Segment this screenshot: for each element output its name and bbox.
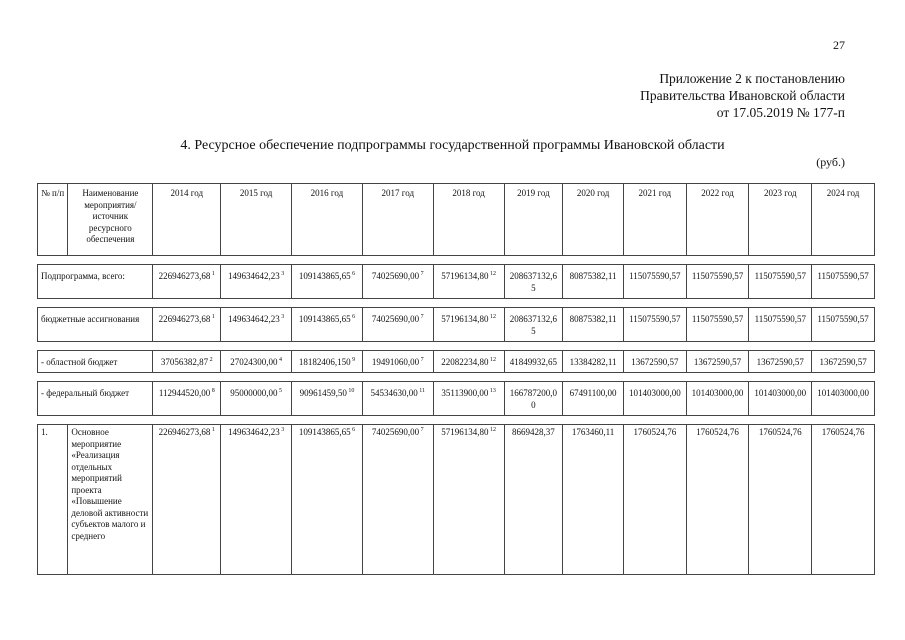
footnote-marker: 5 <box>277 388 282 394</box>
cell-value: 57196134,80 <box>441 427 489 437</box>
document-title: 4. Ресурсное обеспечение подпрограммы государственной программы Ивановской области <box>180 138 725 153</box>
value-cell <box>153 382 221 416</box>
cell-value: 115075590,57 <box>629 271 681 281</box>
value-cell <box>362 382 433 416</box>
footnote-marker: 7 <box>419 271 424 277</box>
cell-value: 101403000,00 <box>628 388 681 398</box>
footnote-marker: 3 <box>279 271 285 277</box>
spacer-cell <box>504 256 563 265</box>
value-cell <box>749 351 812 373</box>
cell-value: 115075590,57 <box>629 314 681 324</box>
footnote-marker: 10 <box>346 388 355 394</box>
footnote-marker: 12 <box>488 314 496 320</box>
footnote-marker: 6 <box>350 427 356 433</box>
spacer-cell <box>38 373 68 382</box>
spacer-cell <box>749 373 812 382</box>
footnote-marker: 1 <box>210 271 215 277</box>
spacer-cell <box>563 299 624 308</box>
spacer-cell <box>812 256 875 265</box>
spacer-cell <box>68 256 153 265</box>
value-cell <box>812 425 875 575</box>
cell-value: 149634642,23 <box>227 271 280 281</box>
value-cell <box>504 425 563 575</box>
cell-value: 1760524,76 <box>821 427 865 437</box>
spacer-cell <box>221 299 292 308</box>
cell-value: 115075590,57 <box>754 271 806 281</box>
cell-value: 208637132,65 <box>509 271 558 293</box>
column-header: 2015 год <box>221 184 292 256</box>
value-cell <box>153 308 221 342</box>
spacer-cell <box>221 416 292 425</box>
cell-value: 13672590,57 <box>756 357 804 367</box>
spacer-cell <box>362 373 433 382</box>
value-cell <box>686 351 749 373</box>
value-cell <box>292 382 363 416</box>
spacer-cell <box>38 299 68 308</box>
column-header: Наименование мероприятия/ источник ресурсного обеспечения <box>68 184 153 256</box>
footnote-marker: 11 <box>417 388 426 394</box>
cell-value: 226946273,68 <box>158 427 211 437</box>
spacer-cell <box>292 256 363 265</box>
spacer-cell <box>292 342 363 351</box>
row-spacer <box>38 416 875 425</box>
value-cell <box>433 425 504 575</box>
spacer-cell <box>433 416 504 425</box>
value-cell <box>433 351 504 373</box>
table-header-row <box>38 184 875 256</box>
spacer-cell <box>563 342 624 351</box>
cell-value: 115075590,57 <box>817 271 869 281</box>
value-cell <box>292 425 363 575</box>
footnote-marker: 6 <box>350 314 356 320</box>
footnote-marker: 1 <box>210 314 215 320</box>
appendix-line-2: Правительства Ивановской области <box>640 88 845 103</box>
column-header: 2017 год <box>362 184 433 256</box>
row-spacer <box>38 373 875 382</box>
table-row <box>38 382 875 416</box>
spacer-cell <box>362 342 433 351</box>
cell-value: 37056382,87 <box>160 357 209 367</box>
spacer-cell <box>153 342 221 351</box>
spacer-cell <box>433 299 504 308</box>
cell-value: 149634642,23 <box>227 427 280 437</box>
value-cell <box>563 308 624 342</box>
cell-value: 109143865,65 <box>298 314 351 324</box>
row-label: - областной бюджет <box>38 351 153 373</box>
appendix-header <box>640 70 845 121</box>
value-cell <box>362 425 433 575</box>
footnote-marker: 12 <box>488 271 496 277</box>
value-cell <box>221 351 292 373</box>
spacer-cell <box>504 342 563 351</box>
value-cell <box>433 382 504 416</box>
spacer-cell <box>504 299 563 308</box>
spacer-cell <box>623 416 686 425</box>
cell-value: 109143865,65 <box>298 271 351 281</box>
value-cell <box>362 265 433 299</box>
table-row <box>38 425 875 575</box>
row-label: Основное мероприятие «Реализация отдельных мероприятий проекта «Повышение деловой активности субъектов малого и среднего <box>68 425 153 575</box>
spacer-cell <box>362 256 433 265</box>
value-cell <box>749 382 812 416</box>
spacer-cell <box>812 373 875 382</box>
footnote-marker: 2 <box>208 357 213 363</box>
column-header: 2018 год <box>433 184 504 256</box>
value-cell <box>292 351 363 373</box>
row-spacer <box>38 256 875 265</box>
spacer-cell <box>812 416 875 425</box>
footnote-marker: 7 <box>419 314 424 320</box>
column-header: 2021 год <box>623 184 686 256</box>
cell-value: 109143865,65 <box>298 427 351 437</box>
footnote-marker: 7 <box>419 357 424 363</box>
spacer-cell <box>433 256 504 265</box>
spacer-cell <box>563 373 624 382</box>
value-cell <box>292 308 363 342</box>
value-cell <box>504 351 563 373</box>
cell-value: 166787200,00 <box>509 388 558 410</box>
spacer-cell <box>686 299 749 308</box>
spacer-cell <box>504 373 563 382</box>
spacer-cell <box>153 416 221 425</box>
cell-value: 41849932,65 <box>509 357 558 367</box>
table-row <box>38 265 875 299</box>
cell-value: 67491100,00 <box>569 388 617 398</box>
column-header: 2014 год <box>153 184 221 256</box>
cell-value: 19491060,00 <box>371 357 420 367</box>
cell-value: 101403000,00 <box>691 388 744 398</box>
cell-value: 80875382,11 <box>569 271 617 281</box>
spacer-cell <box>292 299 363 308</box>
cell-value: 74025690,00 <box>371 271 420 281</box>
resource-table <box>37 183 875 575</box>
cell-value: 80875382,11 <box>569 314 617 324</box>
column-header: № п/п <box>38 184 68 256</box>
column-header: 2019 год <box>504 184 563 256</box>
value-cell <box>812 265 875 299</box>
value-cell <box>221 425 292 575</box>
spacer-cell <box>38 342 68 351</box>
footnote-marker: 3 <box>279 427 285 433</box>
spacer-cell <box>38 256 68 265</box>
footnote-marker: 12 <box>488 357 496 363</box>
value-cell <box>623 265 686 299</box>
cell-value: 57196134,80 <box>441 271 489 281</box>
spacer-cell <box>623 256 686 265</box>
footnote-marker: 7 <box>419 427 424 433</box>
spacer-cell <box>563 256 624 265</box>
spacer-cell <box>68 342 153 351</box>
value-cell <box>563 265 624 299</box>
value-cell <box>812 351 875 373</box>
cell-value: 8669428,37 <box>512 427 555 437</box>
cell-value: 95000000,00 <box>230 388 278 398</box>
cell-value: 226946273,68 <box>158 271 211 281</box>
cell-value: 35113900,00 <box>441 388 489 398</box>
currency-unit: (руб.) <box>816 155 845 169</box>
value-cell <box>812 382 875 416</box>
cell-value: 1760524,76 <box>758 427 802 437</box>
value-cell <box>686 308 749 342</box>
column-header: 2023 год <box>749 184 812 256</box>
cell-value: 115075590,57 <box>754 314 806 324</box>
spacer-cell <box>623 373 686 382</box>
row-label: бюджетные ассигнования <box>38 308 153 342</box>
spacer-cell <box>68 373 153 382</box>
cell-value: 13672590,57 <box>693 357 742 367</box>
cell-value: 74025690,00 <box>371 314 420 324</box>
spacer-cell <box>563 416 624 425</box>
footnote-marker: 3 <box>279 314 285 320</box>
spacer-cell <box>749 299 812 308</box>
spacer-cell <box>812 342 875 351</box>
row-number: 1. <box>38 425 68 575</box>
footnote-marker: 6 <box>350 271 356 277</box>
page-number: 27 <box>833 38 845 52</box>
spacer-cell <box>623 299 686 308</box>
value-cell <box>153 425 221 575</box>
row-label: - федеральный бюджет <box>38 382 153 416</box>
footnote-marker: 1 <box>210 427 215 433</box>
spacer-cell <box>362 416 433 425</box>
spacer-cell <box>362 299 433 308</box>
spacer-cell <box>221 373 292 382</box>
value-cell <box>221 382 292 416</box>
cell-value: 57196134,80 <box>441 314 489 324</box>
cell-value: 1760524,76 <box>633 427 677 437</box>
row-spacer <box>38 342 875 351</box>
spacer-cell <box>292 416 363 425</box>
value-cell <box>623 308 686 342</box>
spacer-cell <box>433 373 504 382</box>
value-cell <box>749 308 812 342</box>
footnote-marker: 12 <box>488 427 496 433</box>
cell-value: 115075590,57 <box>691 271 744 281</box>
value-cell <box>749 265 812 299</box>
cell-value: 208637132,65 <box>509 314 558 336</box>
column-header: 2022 год <box>686 184 749 256</box>
value-cell <box>433 265 504 299</box>
column-header: 2024 год <box>812 184 875 256</box>
value-cell <box>623 351 686 373</box>
value-cell <box>433 308 504 342</box>
spacer-cell <box>292 373 363 382</box>
row-label: Подпрограмма, всего: <box>38 265 153 299</box>
row-spacer <box>38 299 875 308</box>
value-cell <box>686 265 749 299</box>
value-cell <box>812 308 875 342</box>
value-cell <box>221 308 292 342</box>
spacer-cell <box>623 342 686 351</box>
spacer-cell <box>68 299 153 308</box>
value-cell <box>504 265 563 299</box>
value-cell <box>221 265 292 299</box>
spacer-cell <box>153 256 221 265</box>
footnote-marker: 8 <box>210 388 215 394</box>
cell-value: 149634642,23 <box>227 314 280 324</box>
value-cell <box>623 382 686 416</box>
spacer-cell <box>221 256 292 265</box>
cell-value: 112944520,00 <box>158 388 211 398</box>
cell-value: 1760524,76 <box>696 427 739 437</box>
value-cell <box>563 351 624 373</box>
spacer-cell <box>686 256 749 265</box>
spacer-cell <box>812 299 875 308</box>
spacer-cell <box>749 256 812 265</box>
cell-value: 13672590,57 <box>631 357 679 367</box>
spacer-cell <box>221 342 292 351</box>
footnote-marker: 4 <box>277 357 282 363</box>
cell-value: 1763460,11 <box>571 427 615 437</box>
cell-value: 13384282,11 <box>569 357 617 367</box>
column-header: 2016 год <box>292 184 363 256</box>
spacer-cell <box>686 416 749 425</box>
cell-value: 115075590,57 <box>817 314 869 324</box>
spacer-cell <box>68 416 153 425</box>
appendix-line-3: от 17.05.2019 № 177-п <box>716 105 845 120</box>
spacer-cell <box>38 416 68 425</box>
value-cell <box>563 382 624 416</box>
appendix-line-1: Приложение 2 к постановлению <box>659 71 845 86</box>
value-cell <box>362 308 433 342</box>
spacer-cell <box>504 416 563 425</box>
cell-value: 90961459,50 <box>299 388 347 398</box>
value-cell <box>749 425 812 575</box>
value-cell <box>623 425 686 575</box>
value-cell <box>292 265 363 299</box>
cell-value: 101403000,00 <box>754 388 807 398</box>
cell-value: 27024300,00 <box>230 357 278 367</box>
spacer-cell <box>686 342 749 351</box>
cell-value: 226946273,68 <box>158 314 211 324</box>
value-cell <box>686 425 749 575</box>
cell-value: 22082234,80 <box>441 357 489 367</box>
spacer-cell <box>433 342 504 351</box>
value-cell <box>153 265 221 299</box>
value-cell <box>153 351 221 373</box>
spacer-cell <box>153 373 221 382</box>
column-header: 2020 год <box>563 184 624 256</box>
value-cell <box>563 425 624 575</box>
cell-value: 101403000,00 <box>817 388 869 398</box>
value-cell <box>504 382 563 416</box>
spacer-cell <box>749 416 812 425</box>
cell-value: 115075590,57 <box>691 314 744 324</box>
cell-value: 13672590,57 <box>819 357 867 367</box>
cell-value: 18182406,150 <box>298 357 351 367</box>
footnote-marker: 9 <box>350 357 356 363</box>
spacer-cell <box>686 373 749 382</box>
table-row <box>38 351 875 373</box>
footnote-marker: 13 <box>488 388 496 394</box>
table-row <box>38 308 875 342</box>
value-cell <box>686 382 749 416</box>
spacer-cell <box>749 342 812 351</box>
value-cell <box>362 351 433 373</box>
cell-value: 54534630,00 <box>370 388 418 398</box>
spacer-cell <box>153 299 221 308</box>
value-cell <box>504 308 563 342</box>
cell-value: 74025690,00 <box>371 427 420 437</box>
